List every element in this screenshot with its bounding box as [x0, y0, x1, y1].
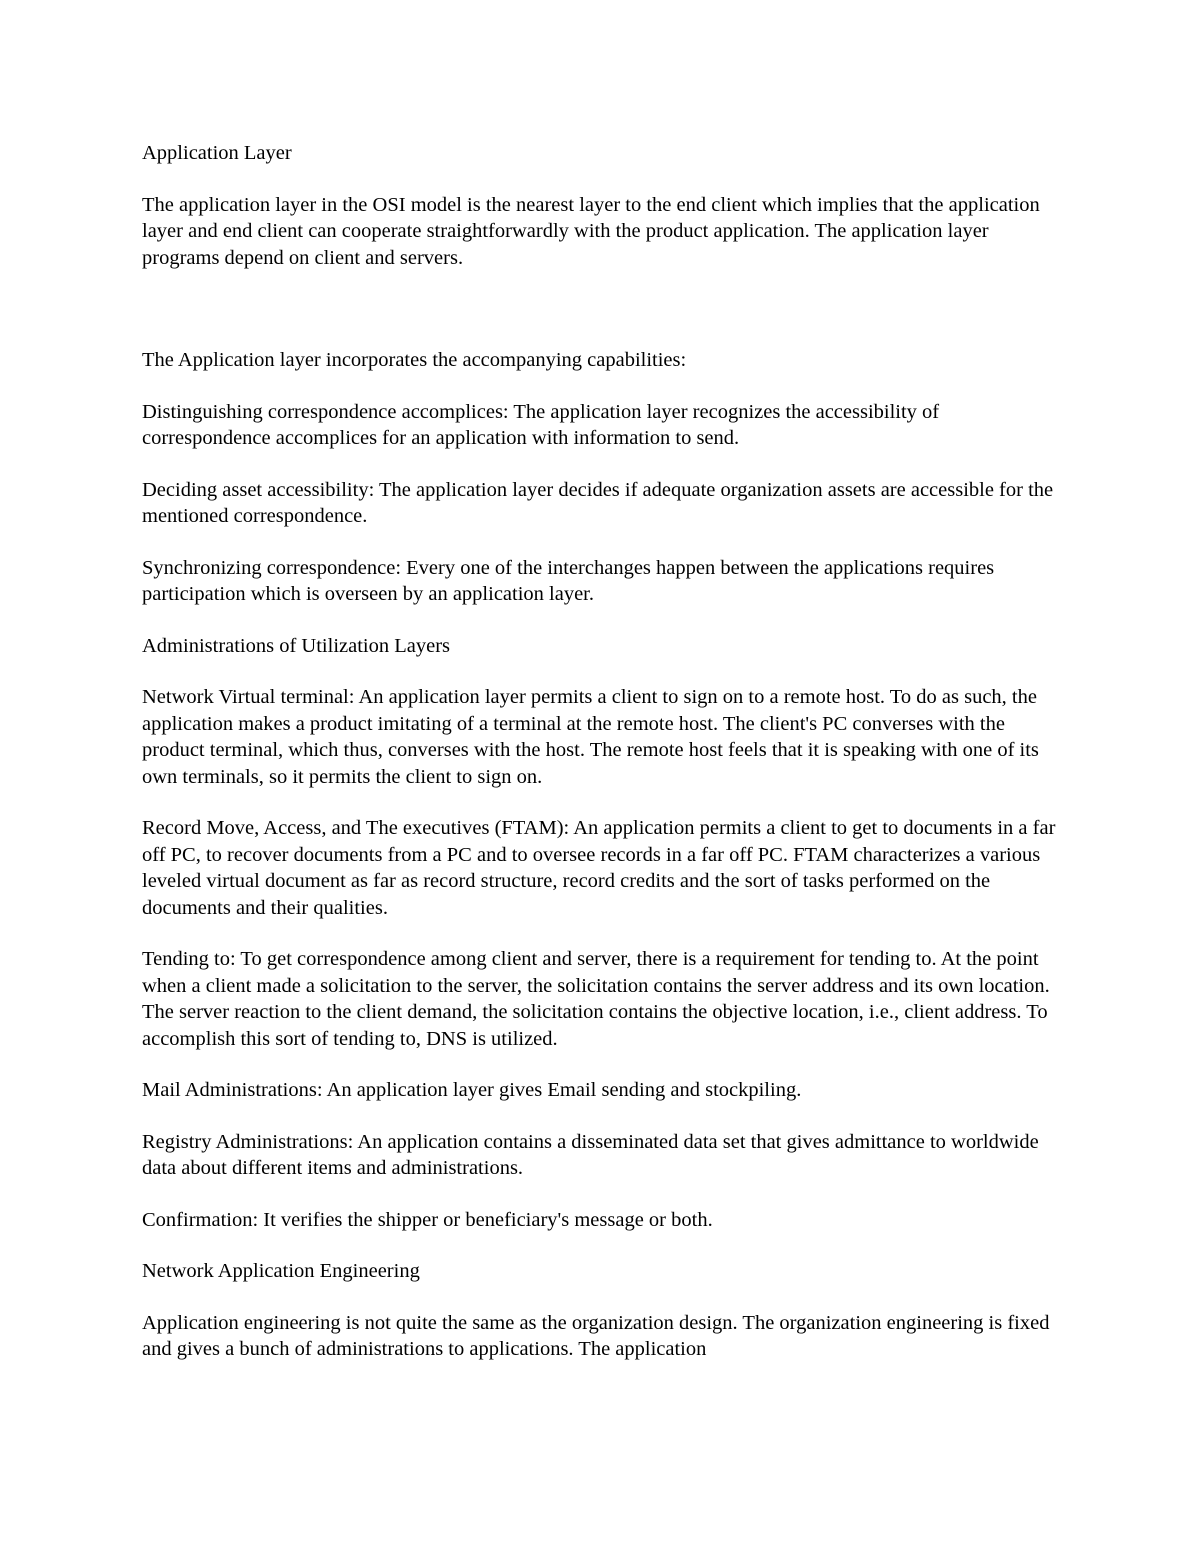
heading-application-layer: Application Layer	[142, 142, 292, 164]
service-paragraph: Record Move, Access, and The executives (FTAM): An application permits a client to get to documents in a far off PC, to recover documents from a PC and to oversee records in a far off PC. FTAM characterizes a various leveled virtual document as far as record structure, record credits and the sort of tasks performed on the documents and their qualities.	[142, 817, 1056, 919]
service-paragraph: Registry Administrations: An application contains a disseminated data set that gives admittance to worldwide data about different items and administrations.	[142, 1130, 1039, 1179]
heading-administrations: Administrations of Utilization Layers	[142, 634, 451, 657]
capabilities-intro: The Application layer incorporates the accompanying capabilities:	[142, 349, 687, 371]
service-paragraph: Network Virtual terminal: An application layer permits a client to sign on to a remote host. To do as such, the application makes a product imitating of a terminal at the remote host. The client's PC converses with the product terminal, which thus, converses with the host. The remote host feels that it is speaking with one of its own terminals, so it permits the client to sign on.	[142, 686, 1039, 788]
capability-paragraph: Deciding asset accessibility: The application layer decides if adequate organization assets are accessible for the mentioned correspondence.	[142, 478, 1054, 527]
intro-paragraph: The application layer in the OSI model is the nearest layer to the end client which implies that the application layer and end client can cooperate straightforwardly with the product application. The application layer programs depend on client and servers.	[142, 193, 1040, 269]
paragraph-spacer	[142, 296, 1067, 347]
service-paragraph: Mail Administrations: An application layer gives Email sending and stockpiling.	[142, 1079, 802, 1101]
document-page	[142, 140, 1067, 1388]
service-paragraph: Tending to: To get correspondence among client and server, there is a requirement for tending to. At the point when a client made a solicitation to the server, the solicitation contains the server address and its own location. The server reaction to the client demand, the solicitation contains the objective location, i.e., client address. To accomplish this sort of tending to, DNS is utilized.	[142, 948, 1050, 1050]
capability-paragraph: Distinguishing correspondence accomplices: The application layer recognizes the accessibility of correspondence accomplices for an application with information to send.	[142, 400, 940, 449]
application-engineering-paragraph: Application engineering is not quite the same as the organization design. The organization engineering is fixed and gives a bunch of administrations to applications. The application	[142, 1311, 1050, 1360]
service-paragraph: Confirmation: It verifies the shipper or beneficiary's message or both.	[142, 1208, 713, 1231]
heading-network-application-engineering: Network Application Engineering	[142, 1260, 420, 1282]
capability-paragraph: Synchronizing correspondence: Every one of the interchanges happen between the applications requires participation which is overseen by an application layer.	[142, 556, 995, 605]
